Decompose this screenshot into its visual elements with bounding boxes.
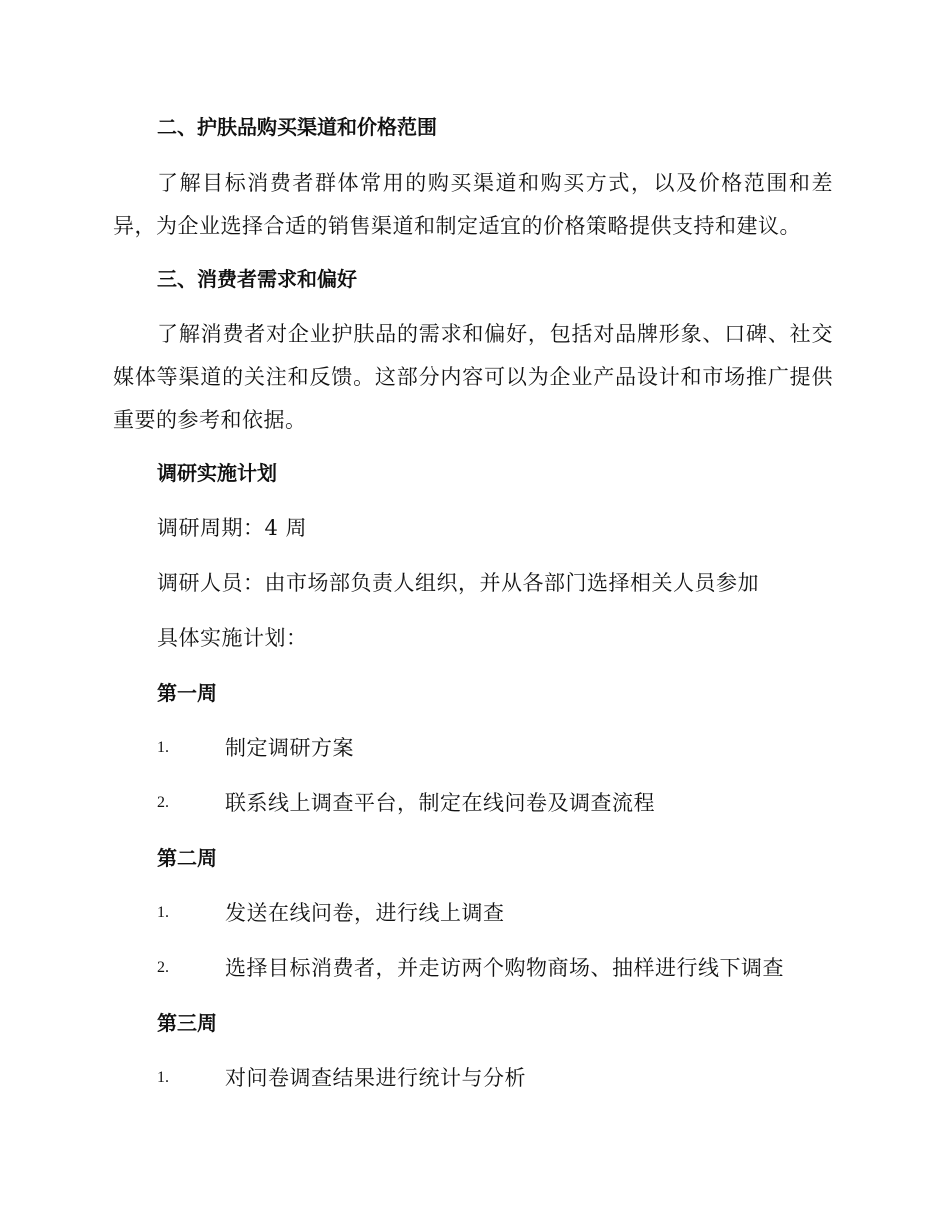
list-item-number: 2. [157,959,169,976]
week-title: 第三周 [157,1011,217,1035]
list-item [157,953,837,983]
list-item-text: 选择目标消费者，并走访两个购物商场、抽样进行线下调查 [225,956,784,980]
list-item-number: 1. [157,1069,169,1086]
paragraph-channels: 了解目标消费者群体常用的购买渠道和购买方式，以及价格范围和差异，为企业选择合适的销售渠道和制定适宜的价格策略提供支持和建议。 [113,171,833,238]
list-item-text: 联系线上调查平台，制定在线问卷及调查流程 [225,791,655,815]
paragraph-demand: 了解消费者对企业护肤品的需求和偏好，包括对品牌形象、口碑、社交媒体等渠道的关注和反馈。这部分内容可以为企业产品设计和市场推广提供重要的参考和依据。 [113,322,833,432]
list-item [157,733,837,763]
list-item-text: 发送在线问卷，进行线上调查 [225,901,505,925]
list-item-number: 1. [157,904,169,921]
list-item [157,1063,837,1093]
plan-staff: 调研人员：由市场部负责人组织，并从各部门选择相关人员参加 [157,571,759,595]
plan-period: 调研周期：4 周 [157,516,308,540]
plan-heading: 调研实施计划 [157,461,277,485]
section-heading-channels: 二、护肤品购买渠道和价格范围 [157,115,437,139]
list-item-text: 对问卷调查结果进行统计与分析 [225,1066,526,1090]
list-item-number: 1. [157,739,169,756]
list-item [157,898,837,928]
week-title: 第二周 [157,846,217,870]
section-heading-demand: 三、消费者需求和偏好 [157,267,357,291]
list-item [157,788,837,818]
week-title: 第一周 [157,681,217,705]
plan-detail-label: 具体实施计划： [157,626,308,650]
list-item-number: 2. [157,794,169,811]
list-item-text: 制定调研方案 [225,736,354,760]
